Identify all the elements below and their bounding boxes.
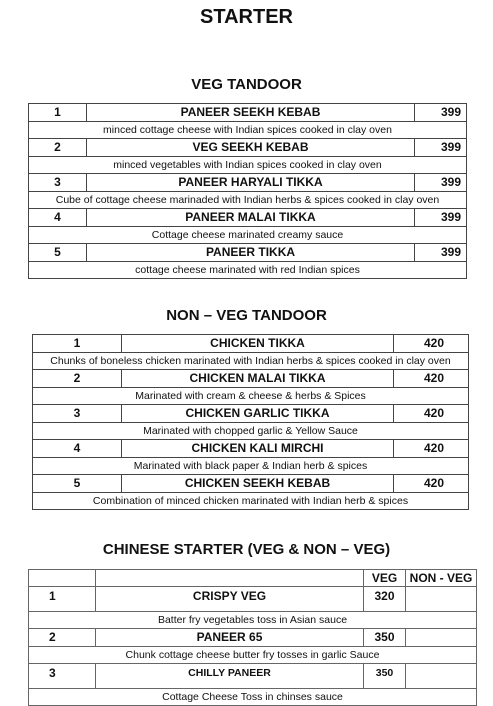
menu-item-row	[29, 244, 467, 262]
item-description: Marinated with black paper & Indian herb & spices	[33, 458, 469, 475]
item-number: 3	[29, 174, 87, 192]
item-description: Chunks of boneless chicken marinated with Indian herbs & spices cooked in clay oven	[33, 353, 469, 370]
item-name: PANEER MALAI TIKKA	[87, 209, 415, 227]
item-description: Cube of cottage cheese marinaded with Indian herbs & spices cooked in clay oven	[29, 192, 467, 209]
item-price: 420	[394, 405, 469, 423]
item-non-veg-price	[406, 629, 477, 647]
item-price: 420	[394, 440, 469, 458]
item-description: Cottage cheese marinated creamy sauce	[29, 227, 467, 244]
item-veg-price: 350	[364, 629, 406, 647]
item-name: CHICKEN KALI MIRCHI	[122, 440, 394, 458]
item-number: 4	[33, 440, 122, 458]
menu-item-desc-row	[29, 262, 467, 279]
menu-item-desc-row	[33, 458, 469, 475]
item-number: 1	[33, 335, 122, 353]
item-number: 2	[29, 139, 87, 157]
item-price: 399	[415, 104, 467, 122]
non-veg-tandoor-table	[32, 334, 469, 510]
item-price: 399	[415, 174, 467, 192]
item-description: minced vegetables with Indian spices cooked in clay oven	[29, 157, 467, 174]
non-veg-column-header: NON - VEG	[406, 570, 477, 587]
item-name: CHILLY PANEER	[96, 664, 364, 689]
item-number: 4	[29, 209, 87, 227]
menu-item-desc-row	[29, 647, 477, 664]
item-name: PANEER 65	[96, 629, 364, 647]
menu-item-row	[29, 629, 477, 647]
menu-item-row	[33, 405, 469, 423]
item-number: 3	[33, 405, 122, 423]
item-description: Cottage Cheese Toss in chinses sauce	[29, 689, 477, 706]
menu-item-desc-row	[29, 689, 477, 706]
item-name: VEG SEEKH KEBAB	[87, 139, 415, 157]
item-price: 420	[394, 335, 469, 353]
item-price: 399	[415, 139, 467, 157]
chinese-starter-table	[28, 569, 477, 706]
item-description: Chunk cottage cheese butter fry tosses in garlic Sauce	[29, 647, 477, 664]
menu-item-row	[29, 174, 467, 192]
item-description: cottage cheese marinated with red Indian spices	[29, 262, 467, 279]
item-description: Combination of minced chicken marinated with Indian herb & spices	[33, 493, 469, 510]
menu-item-row	[29, 664, 477, 689]
item-price: 399	[415, 244, 467, 262]
item-name: CHICKEN MALAI TIKKA	[122, 370, 394, 388]
menu-item-desc-row	[29, 227, 467, 244]
price-header-row	[29, 570, 477, 587]
menu-item-desc-row	[33, 423, 469, 440]
veg-tandoor-table	[28, 103, 467, 279]
menu-item-row	[33, 440, 469, 458]
menu-item-desc-row	[29, 157, 467, 174]
page-title: STARTER	[200, 6, 293, 28]
menu-item-row	[33, 475, 469, 493]
menu-item-desc-row	[29, 612, 477, 629]
item-non-veg-price	[406, 587, 477, 612]
item-name: PANEER SEEKH KEBAB	[87, 104, 415, 122]
item-number: 2	[33, 370, 122, 388]
menu-item-row	[29, 139, 467, 157]
item-number: 5	[29, 244, 87, 262]
menu-item-row	[29, 209, 467, 227]
menu-item-row	[33, 335, 469, 353]
item-number: 5	[33, 475, 122, 493]
menu-item-row	[29, 587, 477, 612]
section-title-chinese-starter: CHINESE STARTER (VEG & NON – VEG)	[102, 541, 391, 558]
item-non-veg-price	[406, 664, 477, 689]
item-description: Batter fry vegetables toss in Asian sauce	[29, 612, 477, 629]
item-name: CRISPY VEG	[96, 587, 364, 612]
section-title-non-veg-tandoor: NON – VEG TANDOOR	[166, 307, 327, 324]
menu-item-desc-row	[29, 122, 467, 139]
item-veg-price: 350	[364, 664, 406, 689]
item-description: Marinated with cream & cheese & herbs & Spices	[33, 388, 469, 405]
item-name: CHICKEN SEEKH KEBAB	[122, 475, 394, 493]
item-name: PANEER HARYALI TIKKA	[87, 174, 415, 192]
veg-column-header: VEG	[364, 570, 406, 587]
item-price: 420	[394, 475, 469, 493]
item-veg-price: 320	[364, 587, 406, 612]
menu-item-desc-row	[33, 493, 469, 510]
menu-item-desc-row	[29, 192, 467, 209]
item-number: 1	[29, 587, 96, 612]
item-number: 2	[29, 629, 96, 647]
item-price: 399	[415, 209, 467, 227]
item-description: Marinated with chopped garlic & Yellow Sauce	[33, 423, 469, 440]
item-number: 3	[29, 664, 96, 689]
item-price: 420	[394, 370, 469, 388]
menu-item-row	[33, 370, 469, 388]
item-description: minced cottage cheese with Indian spices cooked in clay oven	[29, 122, 467, 139]
menu-item-desc-row	[33, 388, 469, 405]
menu-item-row	[29, 104, 467, 122]
section-title-veg-tandoor: VEG TANDOOR	[191, 76, 302, 93]
item-name: CHICKEN TIKKA	[122, 335, 394, 353]
item-number: 1	[29, 104, 87, 122]
menu-item-desc-row	[33, 353, 469, 370]
item-name: PANEER TIKKA	[87, 244, 415, 262]
item-name: CHICKEN GARLIC TIKKA	[122, 405, 394, 423]
